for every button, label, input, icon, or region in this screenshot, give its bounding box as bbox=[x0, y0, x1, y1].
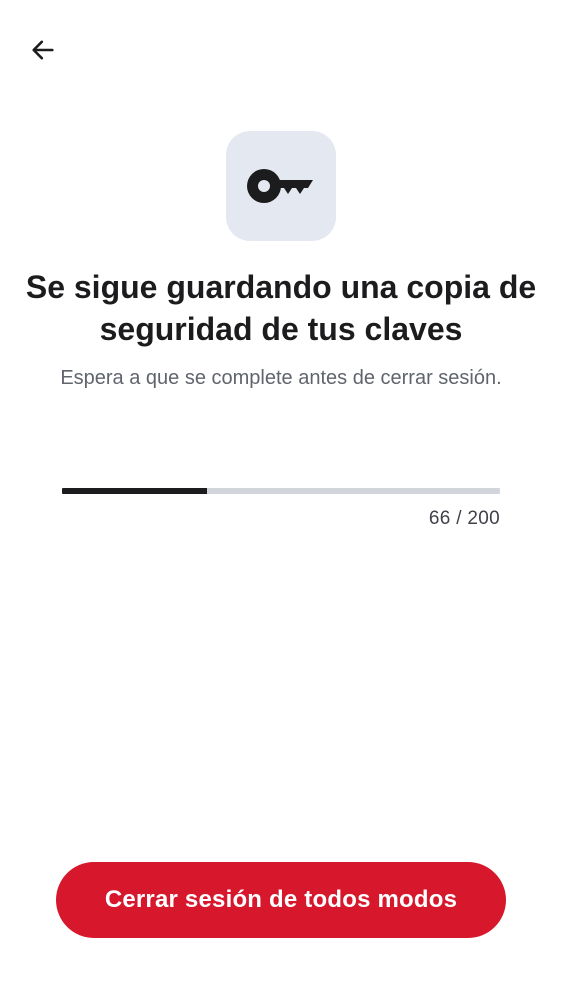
progress-count: 66 / 200 bbox=[428, 508, 500, 529]
backup-progress-bar bbox=[62, 488, 500, 494]
logout-anyway-button[interactable]: Cerrar sesión de todos modos bbox=[56, 862, 506, 938]
page-title: Se sigue guardando una copia de seguridad de tus claves bbox=[25, 269, 537, 347]
arrow-left-icon bbox=[29, 36, 57, 64]
key-icon bbox=[246, 166, 316, 206]
back-button[interactable] bbox=[24, 31, 62, 69]
backup-progress-fill bbox=[62, 488, 207, 494]
key-icon-tile bbox=[226, 131, 336, 241]
page-subtitle: Espera a que se complete antes de cerrar sesión. bbox=[60, 367, 502, 389]
